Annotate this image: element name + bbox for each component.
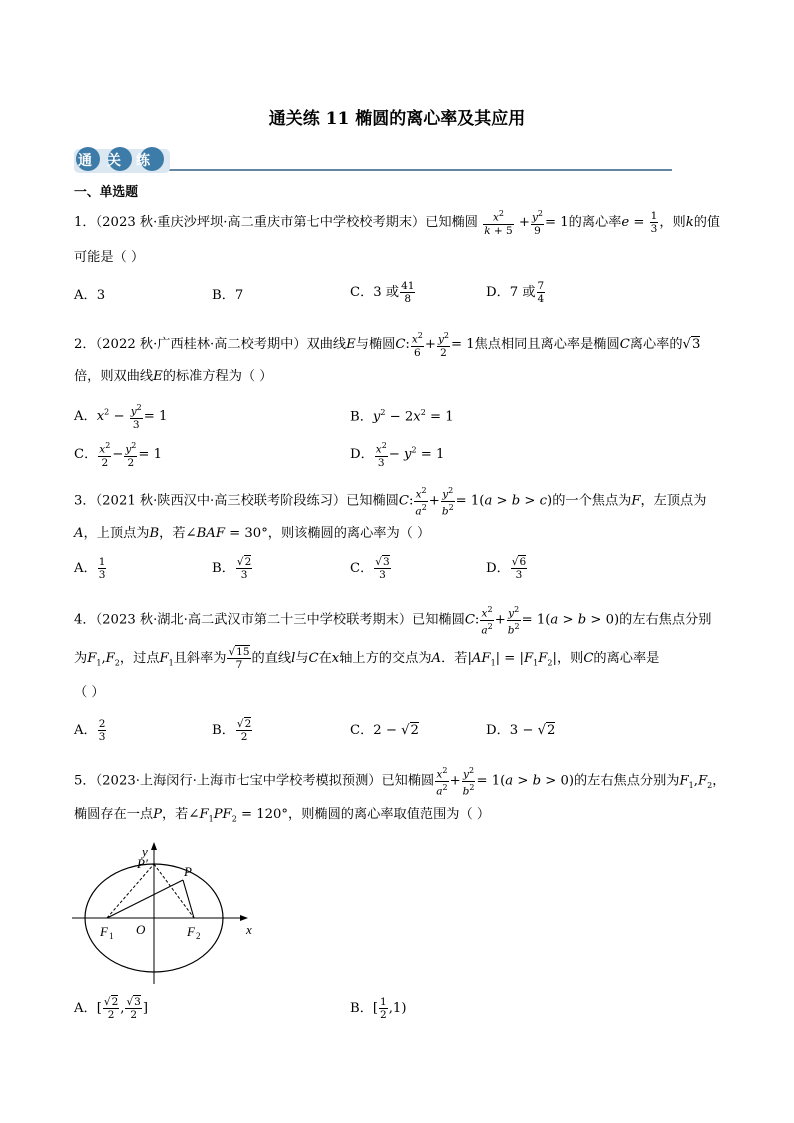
question-1: 1．（2023 秋·重庆沙坪坝·高二重庆市第七中学校校考期末）已知椭圆 $\frac{x^2}{k + 5}$ + $\frac{y^2}{9}$ = 1的离心率e = $\frac{1}{3}$ ，则k的值 bbox=[74, 209, 721, 237]
q3-option-b: B． $\frac{√2}{3}$ bbox=[212, 556, 252, 581]
label-f1: F bbox=[100, 924, 108, 939]
label-x: x bbox=[246, 922, 252, 937]
fraction: $\frac{x^2}{k + 5}$ bbox=[484, 209, 513, 237]
fraction: $\frac{1}{3}$ bbox=[650, 209, 658, 235]
label-y: y bbox=[142, 844, 148, 859]
question-2-line-2: 倍，则双曲线E的标准方程为（ ） bbox=[74, 369, 273, 384]
ellipse-figure bbox=[66, 836, 266, 996]
q5-option-a: A．[ $\frac{√2}{2}$ , $\frac{√3}{2}$ ] bbox=[74, 996, 149, 1021]
q4-option-b: B． $\frac{√2}{2}$ bbox=[212, 718, 252, 743]
x-axis-arrow-icon bbox=[240, 915, 248, 921]
q3-option-d: D． $\frac{√6}{3}$ bbox=[486, 556, 527, 581]
question-5: 5．（2023·上海闵行·上海市七宝中学校考模拟预测）已知椭圆 $\frac{x^2}{a^2}$ + $\frac{y^2}{b^2}$ = 1(a > b > 0)的左右焦点分别为$F_1,F_2$， bbox=[74, 766, 726, 797]
question-4-line-2: 为$F_1,F_2$，过点$F_1$且斜率为 $\frac{√15}{7}$ 的直线l与C在x轴上方的交点为A．若$|AF_1| = |F_1F_2|$，则C的离心率是 bbox=[74, 646, 660, 671]
q1-option-a: A．3 bbox=[74, 288, 106, 303]
question-2: 2．（2022 秋·广西桂林·高二校考期中）双曲线E与椭圆C: $\frac{x^2}{6}$ + $\frac{y^2}{2}$ = 1焦点相同且离心率是椭圆C离心率的√3 bbox=[74, 331, 701, 359]
q2-option-d: D． $\frac{x^2}{3}$ − $y^2 = 1$ bbox=[350, 441, 445, 469]
label-p: P bbox=[184, 864, 192, 879]
y-axis-arrow-icon bbox=[151, 842, 157, 850]
label-p-prime: P′ bbox=[137, 856, 148, 871]
q4-option-c: C．2 − √2 bbox=[350, 723, 419, 738]
question-4: 4．（2023 秋·湖北·高二武汉市第二十三中学校联考期末）已知椭圆C: $\frac{x^2}{a^2}$ + $\frac{y^2}{b^2}$ = 1(a > b > 0)的左右焦点分别 bbox=[74, 605, 712, 636]
dashed-line-f1-p1 bbox=[107, 864, 154, 918]
section-heading: 一、单选题 bbox=[74, 185, 138, 200]
question-3: 3．（2021 秋·陕西汉中·高三校联考阶段练习）已知椭圆C: $\frac{x^2}{a^2}$ + $\frac{y^2}{b^2}$ = 1(a > b > c)的一个焦点为F，左顶点为 bbox=[74, 486, 707, 517]
label-f1-subscript: 1 bbox=[109, 931, 114, 941]
banner-text: 通关练 bbox=[78, 153, 165, 169]
question-1-line-2: 可能是（ ） bbox=[74, 250, 145, 265]
question-4-line-3: （ ） bbox=[74, 685, 105, 700]
q1-option-c: C．3 或 $\frac{41}{8}$ bbox=[350, 280, 415, 305]
q2-option-c: C． $\frac{x^2}{2}$ − $\frac{y^2}{2}$ = 1 bbox=[74, 441, 163, 469]
label-f2-subscript: 2 bbox=[196, 931, 201, 941]
q1-option-b: B．7 bbox=[212, 288, 244, 303]
q3-option-a: A． $\frac{1}{3}$ bbox=[74, 556, 106, 581]
q4-option-d: D．3 − √2 bbox=[486, 723, 556, 738]
q1-option-d: D．7 或 $\frac{7}{4}$ bbox=[486, 280, 545, 305]
label-origin: O bbox=[136, 922, 146, 937]
q2-option-a: A．$x^2$ − $\frac{y^2}{3}$ = 1 bbox=[74, 403, 168, 431]
line-f1-p bbox=[107, 880, 183, 918]
line-p-f2 bbox=[183, 880, 194, 918]
fraction: $\frac{y^2}{9}$ bbox=[531, 209, 544, 237]
q3-option-c: C． $\frac{√3}{3}$ bbox=[350, 556, 390, 581]
label-f2: F bbox=[187, 924, 195, 939]
q4-option-a: A． $\frac{2}{3}$ bbox=[74, 718, 106, 743]
question-3-line-2: A，上顶点为B，若∠BAF = 30°，则该椭圆的离心率为（ ） bbox=[74, 526, 431, 541]
question-5-line-2: 椭圆存在一点P，若$\angle F_1PF_2 = 120^\circ$，则椭圆的离心率取值范围为（ ） bbox=[74, 807, 491, 824]
page-title: 通关练 11 椭圆的离心率及其应用 bbox=[268, 109, 526, 129]
q2-option-b: B．$y^2 - 2x^2 = 1$ bbox=[350, 408, 454, 425]
q5-option-b: B．[ $\frac{1}{2}$ ,1) bbox=[350, 996, 407, 1021]
